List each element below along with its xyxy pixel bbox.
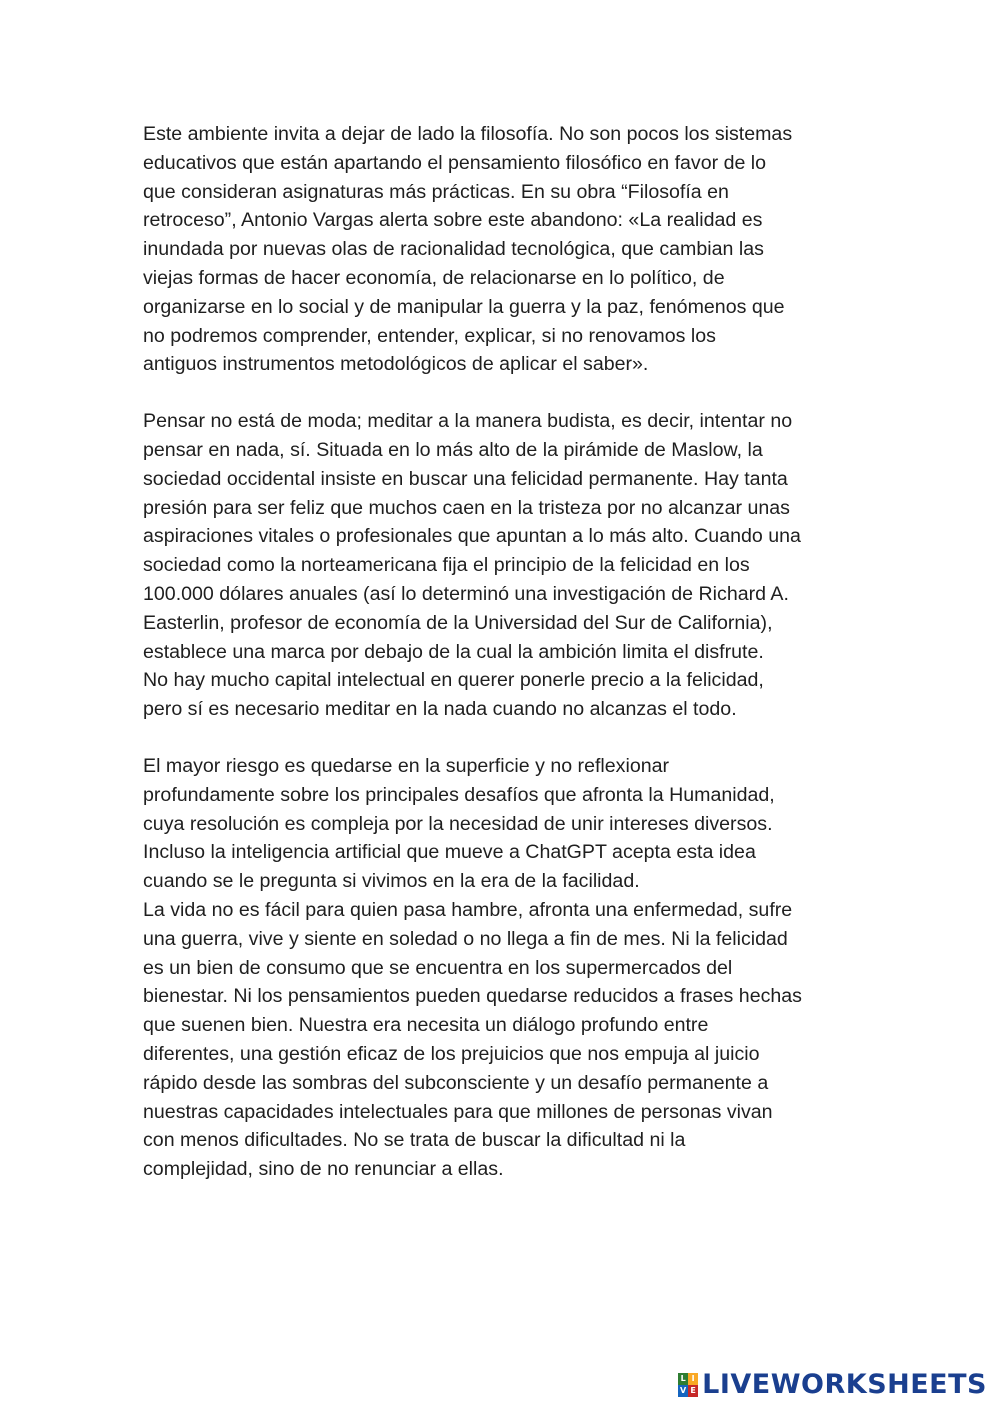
text-line: 100.000 dólares anuales (así lo determinó una investigación de Richard A. <box>143 582 789 605</box>
text-line: antiguos instrumentos metodológicos de aplicar el saber». <box>143 353 649 376</box>
text-line: establece una marca por debajo de la cual la ambición limita el disfrute. <box>143 640 764 663</box>
text-line: rápido desde las sombras del subconsciente y un desafío permanente a <box>143 1071 769 1094</box>
text-line: aspiraciones vitales o profesionales que apuntan a lo más alto. Cuando una <box>143 525 801 548</box>
text-line: que suenen bien. Nuestra era necesita un diálogo profundo entre <box>143 1014 709 1037</box>
text-line: cuando se le pregunta si vivimos en la era de la facilidad. <box>143 870 640 893</box>
live-badge-icon <box>678 1373 698 1397</box>
logo-letter-square: L <box>678 1373 688 1385</box>
text-line: El mayor riesgo es quedarse en la superficie y no reflexionar <box>143 754 670 777</box>
text-line: con menos dificultades. No se trata de buscar la dificultad ni la <box>143 1129 686 1152</box>
paragraph-2 <box>143 407 878 724</box>
text-line: una guerra, vive y siente en soledad o no llega a fin de mes. Ni la felicidad <box>143 927 788 950</box>
text-line: retroceso”, Antonio Vargas alerta sobre este abandono: «La realidad es <box>143 209 763 232</box>
text-line: bienestar. Ni los pensamientos pueden quedarse reducidos a frases hechas <box>143 985 802 1008</box>
liveworksheets-logo <box>678 1370 987 1400</box>
text-line: La vida no es fácil para quien pasa hambre, afronta una enfermedad, sufre <box>143 898 793 921</box>
text-line: organizarse en lo social y de manipular la guerra y la paz, fenómenos que <box>143 295 785 318</box>
text-line: presión para ser feliz que muchos caen en la tristeza por no alcanzar unas <box>143 496 790 519</box>
logo-letter-square: V <box>680 1386 687 1395</box>
text-line: viejas formas de hacer economía, de relacionarse en lo político, de <box>143 266 725 289</box>
text-line: Este ambiente invita a dejar de lado la filosofía. No son pocos los sistemas <box>143 123 793 145</box>
text-line: nuestras capacidades intelectuales para que millones de personas vivan <box>143 1100 773 1123</box>
article-body <box>143 120 878 1212</box>
text-line: complejidad, sino de no renunciar a ellas. <box>143 1158 504 1181</box>
text-line: no podremos comprender, entender, explicar, si no renovamos los <box>143 324 716 347</box>
text-line: diferentes, una gestión eficaz de los prejuicios que nos empuja al juicio <box>143 1042 760 1065</box>
logo-letter-square: I <box>688 1373 698 1385</box>
text-line: Easterlin, profesor de economía de la Universidad del Sur de California), <box>143 611 773 634</box>
text-line: sociedad como la norteamericana fija el principio de la felicidad en los <box>143 554 750 577</box>
text-line: cuya resolución es compleja por la necesidad de unir intereses diversos. <box>143 812 773 835</box>
text-line: que consideran asignaturas más prácticas. En su obra “Filosofía en <box>143 180 729 203</box>
text-line: Incluso la inteligencia artificial que mueve a ChatGPT acepta esta idea <box>143 841 756 864</box>
text-line: profundamente sobre los principales desafíos que afronta la Humanidad, <box>143 783 775 806</box>
text-line: educativos que están apartando el pensamiento filosófico en favor de lo <box>143 151 767 174</box>
text-line: pero sí es necesario meditar en la nada cuando no alcanzas el todo. <box>143 698 737 721</box>
text-line: es un bien de consumo que se encuentra en los supermercados del <box>143 956 733 979</box>
text-line: sociedad occidental insiste en buscar una felicidad permanente. Hay tanta <box>143 467 788 490</box>
liveworksheets-wordmark: LIVEWORKSHEETS <box>702 1369 987 1400</box>
paragraph-3 <box>143 752 878 1184</box>
text-line: Pensar no está de moda; meditar a la manera budista, es decir, intentar no <box>143 410 793 433</box>
text-line: inundada por nuevas olas de racionalidad tecnológica, que cambian las <box>143 238 764 261</box>
logo-letter-square: E <box>688 1385 698 1397</box>
text-line: pensar en nada, sí. Situada en lo más alto de la pirámide de Maslow, la <box>143 438 763 461</box>
text-line: No hay mucho capital intelectual en querer ponerle precio a la felicidad, <box>143 669 764 692</box>
paragraph-1 <box>143 120 878 379</box>
